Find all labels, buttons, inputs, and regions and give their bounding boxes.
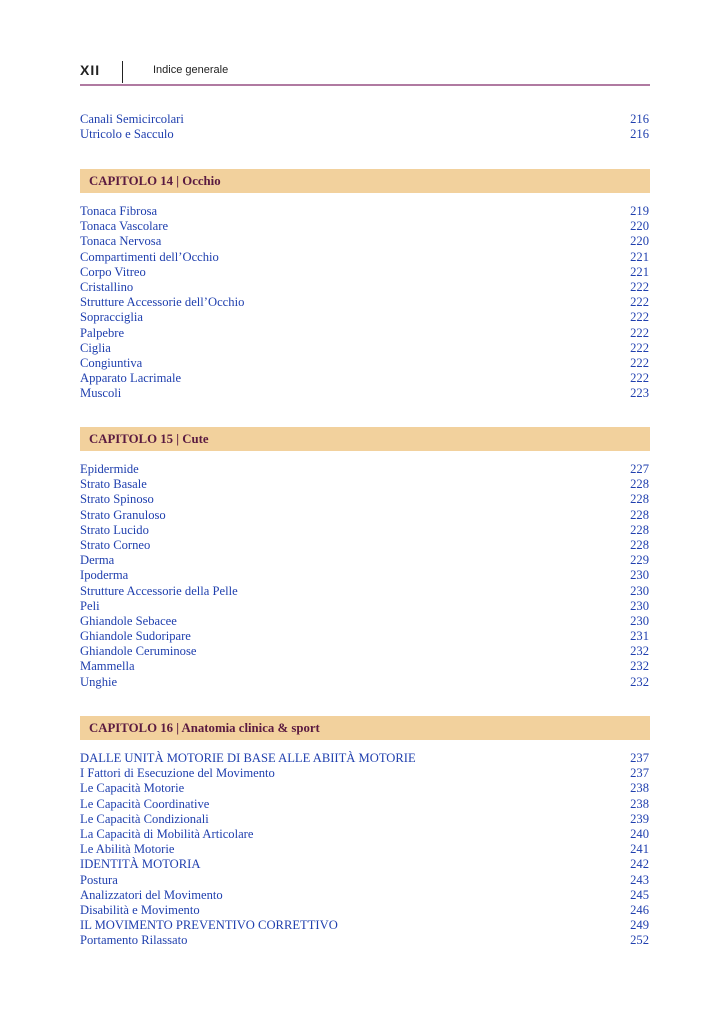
entry-title: Utricolo e Sacculo bbox=[80, 127, 174, 142]
entry-page: 222 bbox=[630, 371, 649, 386]
toc-entry[interactable] bbox=[80, 219, 649, 234]
toc-entry[interactable] bbox=[80, 508, 649, 523]
header-separator bbox=[122, 61, 123, 83]
entry-title: Portamento Rilassato bbox=[80, 933, 188, 948]
entry-page: 219 bbox=[630, 204, 649, 218]
entry-page: 227 bbox=[630, 462, 649, 476]
toc-entry[interactable] bbox=[80, 568, 649, 583]
entry-page: 237 bbox=[630, 766, 649, 781]
toc-entry[interactable] bbox=[80, 386, 649, 401]
entry-page: 241 bbox=[630, 842, 649, 857]
entry-page: 230 bbox=[630, 568, 649, 583]
entry-page: 223 bbox=[630, 386, 649, 401]
entry-title: Analizzatori del Movimento bbox=[80, 887, 223, 902]
entry-page: 221 bbox=[630, 264, 649, 279]
toc-entry[interactable] bbox=[80, 265, 649, 280]
toc-entry[interactable] bbox=[80, 234, 649, 249]
entry-title: Strato Corneo bbox=[80, 537, 151, 552]
entry-title: Peli bbox=[80, 598, 100, 613]
entry-page: 228 bbox=[630, 507, 649, 522]
entry-title: Postura bbox=[80, 872, 118, 887]
entry-title: Compartimenti dell’Occhio bbox=[80, 249, 219, 264]
toc-entry[interactable] bbox=[80, 644, 649, 659]
entry-page: 230 bbox=[630, 583, 649, 598]
entry-page: 243 bbox=[630, 872, 649, 887]
toc-entry[interactable] bbox=[80, 538, 649, 553]
toc-entry[interactable] bbox=[80, 326, 649, 341]
toc-list-chapter-16 bbox=[80, 751, 649, 948]
toc-entry[interactable] bbox=[80, 918, 649, 933]
toc-list-continued bbox=[80, 112, 649, 142]
toc-entry[interactable] bbox=[80, 341, 649, 356]
toc-entry[interactable] bbox=[80, 295, 649, 310]
toc-entry[interactable] bbox=[80, 280, 649, 295]
toc-entry[interactable] bbox=[80, 888, 649, 903]
entry-title: Cristallino bbox=[80, 279, 134, 294]
toc-entry[interactable] bbox=[80, 599, 649, 614]
entry-page: 228 bbox=[630, 537, 649, 552]
entry-page: 245 bbox=[630, 887, 649, 902]
chapter-heading-16 bbox=[80, 716, 650, 740]
entry-title: Muscoli bbox=[80, 386, 122, 401]
entry-title: Tonaca Vascolare bbox=[80, 219, 169, 234]
toc-list-chapter-15 bbox=[80, 462, 649, 690]
toc-entry[interactable] bbox=[80, 857, 649, 872]
entry-title: Sopracciglia bbox=[80, 310, 143, 325]
toc-entry[interactable] bbox=[80, 675, 649, 690]
chapter-heading-15 bbox=[80, 427, 650, 451]
toc-entry[interactable] bbox=[80, 584, 649, 599]
toc-entry[interactable] bbox=[80, 751, 649, 766]
entry-page: 239 bbox=[630, 811, 649, 826]
entry-title: Strato Spinoso bbox=[80, 492, 154, 507]
toc-entry[interactable] bbox=[80, 842, 649, 857]
entry-page: 232 bbox=[630, 659, 649, 674]
toc-entry[interactable] bbox=[80, 873, 649, 888]
toc-entry[interactable] bbox=[80, 781, 649, 796]
entry-page: 228 bbox=[630, 522, 649, 537]
entry-title: Congiuntiva bbox=[80, 355, 143, 370]
toc-entry[interactable] bbox=[80, 356, 649, 371]
entry-title: IDENTITÀ MOTORIA bbox=[80, 857, 201, 872]
toc-entry[interactable] bbox=[80, 827, 649, 842]
entry-title: Derma bbox=[80, 553, 115, 568]
entry-page: 229 bbox=[630, 553, 649, 568]
chapter-title: CAPITOLO 16 | Anatomia clinica & sport bbox=[89, 721, 320, 735]
entry-page: 231 bbox=[630, 629, 649, 644]
entry-page: 230 bbox=[630, 613, 649, 628]
toc-entry[interactable] bbox=[80, 371, 649, 386]
chapter-title: CAPITOLO 15 | Cute bbox=[89, 432, 209, 446]
entry-page: 220 bbox=[630, 234, 649, 249]
entry-title: Disabilità e Movimento bbox=[80, 902, 200, 917]
entry-title: Strato Basale bbox=[80, 477, 147, 492]
toc-list-chapter-14 bbox=[80, 204, 649, 401]
running-title: Indice generale bbox=[153, 64, 229, 76]
entry-page: 222 bbox=[630, 295, 649, 310]
entry-title: Strato Lucido bbox=[80, 522, 149, 537]
entry-title: Strutture Accessorie dell’Occhio bbox=[80, 295, 245, 310]
page-number: XII bbox=[80, 62, 101, 78]
toc-entry[interactable] bbox=[80, 629, 649, 644]
toc-entry[interactable] bbox=[80, 112, 649, 127]
entry-page: 238 bbox=[630, 781, 649, 796]
entry-page: 232 bbox=[630, 644, 649, 659]
entry-title: Corpo Vitreo bbox=[80, 264, 146, 279]
entry-title: Ghiandole Sebacee bbox=[80, 613, 177, 628]
entry-title: DALLE UNITÀ MOTORIE DI BASE ALLE ABIITÀ MOTORIE bbox=[80, 751, 416, 765]
chapter-heading-14 bbox=[80, 169, 650, 193]
entry-title: Apparato Lacrimale bbox=[80, 371, 182, 386]
chapter-title: CAPITOLO 14 | Occhio bbox=[89, 174, 221, 188]
toc-entry[interactable] bbox=[80, 523, 649, 538]
toc-entry[interactable] bbox=[80, 614, 649, 629]
running-header bbox=[80, 62, 650, 86]
entry-page: 252 bbox=[630, 933, 649, 948]
entry-title: Le Capacità Condizionali bbox=[80, 811, 209, 826]
entry-title: Le Capacità Coordinative bbox=[80, 796, 210, 811]
entry-title: Mammella bbox=[80, 659, 135, 674]
entry-page: 246 bbox=[630, 902, 649, 917]
entry-page: 222 bbox=[630, 310, 649, 325]
entry-page: 237 bbox=[630, 751, 649, 765]
entry-page: 222 bbox=[630, 279, 649, 294]
toc-entry[interactable] bbox=[80, 462, 649, 477]
entry-title: Ghiandole Ceruminose bbox=[80, 644, 197, 659]
entry-page: 220 bbox=[630, 219, 649, 234]
entry-title: Ipoderma bbox=[80, 568, 129, 583]
toc-entry[interactable] bbox=[80, 250, 649, 265]
entry-page: 216 bbox=[630, 127, 649, 142]
toc-entry[interactable] bbox=[80, 553, 649, 568]
entry-page: 249 bbox=[630, 918, 649, 933]
entry-page: 230 bbox=[630, 598, 649, 613]
toc-entry[interactable] bbox=[80, 492, 649, 507]
entry-page: 216 bbox=[630, 112, 649, 126]
entry-page: 228 bbox=[630, 492, 649, 507]
entry-page: 222 bbox=[630, 355, 649, 370]
toc-entry[interactable] bbox=[80, 933, 649, 948]
entry-page: 240 bbox=[630, 826, 649, 841]
entry-title: La Capacità di Mobilità Articolare bbox=[80, 826, 254, 841]
toc-entry[interactable] bbox=[80, 903, 649, 918]
toc-entry[interactable] bbox=[80, 127, 649, 142]
entry-page: 238 bbox=[630, 796, 649, 811]
entry-title: Tonaca Fibrosa bbox=[80, 204, 158, 218]
toc-entry[interactable] bbox=[80, 797, 649, 812]
toc-entry[interactable] bbox=[80, 204, 649, 219]
entry-page: 222 bbox=[630, 340, 649, 355]
entry-title: Unghie bbox=[80, 674, 118, 689]
entry-title: Canali Semicircolari bbox=[80, 112, 184, 126]
toc-entry[interactable] bbox=[80, 766, 649, 781]
toc-entry[interactable] bbox=[80, 310, 649, 325]
entry-title: Le Capacità Motorie bbox=[80, 781, 185, 796]
toc-entry[interactable] bbox=[80, 812, 649, 827]
entry-page: 228 bbox=[630, 477, 649, 492]
entry-title: Ghiandole Sudoripare bbox=[80, 629, 191, 644]
entry-page: 242 bbox=[630, 857, 649, 872]
entry-title: Epidermide bbox=[80, 462, 139, 476]
entry-title: Tonaca Nervosa bbox=[80, 234, 162, 249]
entry-title: IL MOVIMENTO PREVENTIVO CORRETTIVO bbox=[80, 918, 338, 933]
toc-entry[interactable] bbox=[80, 659, 649, 674]
header-rule bbox=[80, 84, 650, 86]
toc-entry[interactable] bbox=[80, 477, 649, 492]
entry-page: 222 bbox=[630, 325, 649, 340]
entry-page: 232 bbox=[630, 674, 649, 689]
entry-title: Strutture Accessorie della Pelle bbox=[80, 583, 238, 598]
entry-title: Strato Granuloso bbox=[80, 507, 166, 522]
entry-title: I Fattori di Esecuzione del Movimento bbox=[80, 766, 275, 781]
entry-title: Palpebre bbox=[80, 325, 125, 340]
entry-title: Le Abilità Motorie bbox=[80, 842, 175, 857]
entry-page: 221 bbox=[630, 249, 649, 264]
entry-title: Ciglia bbox=[80, 340, 111, 355]
